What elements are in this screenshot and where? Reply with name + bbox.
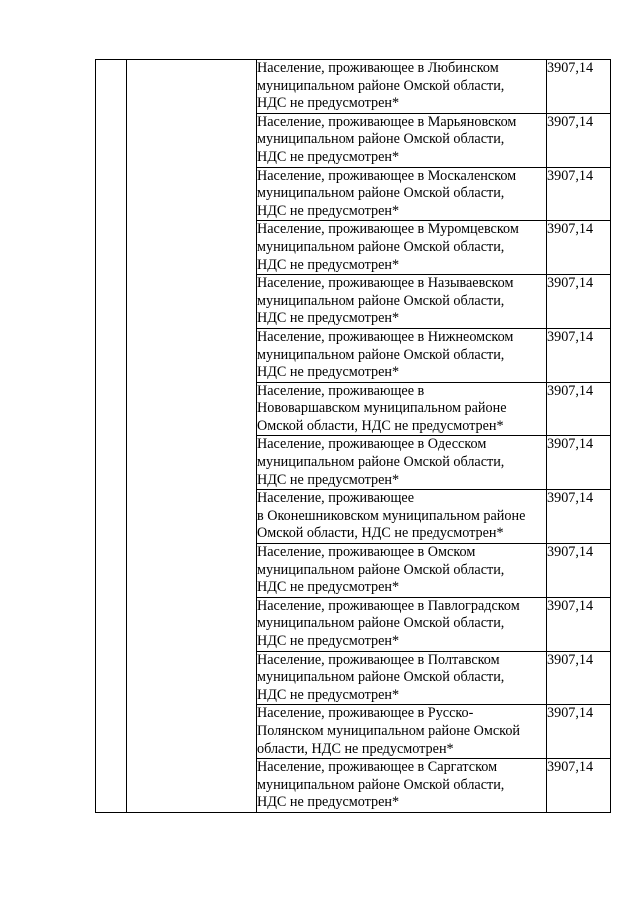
name-column-cell xyxy=(127,60,257,813)
description-line: НДС не предусмотрен* xyxy=(257,471,400,488)
consumer-description-cell xyxy=(257,113,547,167)
consumer-description-cell xyxy=(257,651,547,705)
description-line: НДС не предусмотрен* xyxy=(257,579,400,596)
description-line: Население, проживающее в Русско- xyxy=(257,705,474,722)
description-line: Население, проживающее в Нижнеомском xyxy=(257,328,514,345)
consumer-description-cell xyxy=(257,544,547,598)
description-line: области, НДС не предусмотрен* xyxy=(257,740,454,757)
index-column-cell xyxy=(96,60,127,813)
description-line: НДС не предусмотрен* xyxy=(257,148,400,165)
description-line: в Оконешниковском муниципальном районе xyxy=(257,507,526,524)
tariff-value-cell: 3907,14 xyxy=(547,705,611,759)
description-line: Население, проживающее xyxy=(257,490,415,507)
description-line: муниципальном районе Омской области, xyxy=(257,561,505,578)
description-line: НДС не предусмотрен* xyxy=(257,256,400,273)
description-line: муниципальном районе Омской области, xyxy=(257,77,505,94)
consumer-description-cell xyxy=(257,60,547,114)
tariff-value-cell: 3907,14 xyxy=(547,328,611,382)
description-line: Население, проживающее в Называевском xyxy=(257,275,514,292)
consumer-description-cell xyxy=(257,328,547,382)
tariff-value-cell: 3907,14 xyxy=(547,544,611,598)
tariff-value-cell: 3907,14 xyxy=(547,275,611,329)
consumer-description-cell xyxy=(257,167,547,221)
description-line: муниципальном районе Омской области, xyxy=(257,238,505,255)
description-line: муниципальном районе Омской области, xyxy=(257,185,505,202)
description-line: Население, проживающее в Любинском xyxy=(257,60,499,76)
tariff-table xyxy=(95,59,611,813)
description-line: Население, проживающее в Полтавском xyxy=(257,651,500,668)
description-line: муниципальном районе Омской области, xyxy=(257,131,505,148)
tariff-value-cell: 3907,14 xyxy=(547,651,611,705)
consumer-description-cell xyxy=(257,759,547,813)
description-line: Население, проживающее в Марьяновском xyxy=(257,113,517,130)
tariff-table-body xyxy=(96,60,611,813)
description-line: Население, проживающее в xyxy=(257,382,425,399)
description-line: муниципальном районе Омской области, xyxy=(257,776,505,793)
description-line: Омской области, НДС не предусмотрен* xyxy=(257,417,504,434)
description-line: Население, проживающее в Москаленском xyxy=(257,167,517,184)
description-line: муниципальном районе Омской области, xyxy=(257,346,505,363)
tariff-value-cell: 3907,14 xyxy=(547,759,611,813)
consumer-description-cell xyxy=(257,382,547,436)
consumer-description-cell xyxy=(257,275,547,329)
description-line: муниципальном районе Омской области, xyxy=(257,454,505,471)
tariff-value-cell: 3907,14 xyxy=(547,221,611,275)
description-line: Население, проживающее в Саргатском xyxy=(257,759,498,776)
description-line: НДС не предусмотрен* xyxy=(257,633,400,649)
description-line: Население, проживающее в Муромцевском xyxy=(257,221,519,238)
description-line: Население, проживающее в Одесском xyxy=(257,436,487,453)
description-line: Нововаршавском муниципальном районе xyxy=(257,400,507,417)
description-line: НДС не предусмотрен* xyxy=(257,686,400,703)
consumer-description-cell xyxy=(257,597,547,651)
tariff-value-cell: 3907,14 xyxy=(547,597,611,651)
description-line: муниципальном районе Омской области, xyxy=(257,292,505,309)
tariff-value-cell: 3907,14 xyxy=(547,436,611,490)
description-line: Полянском муниципальном районе Омской xyxy=(257,722,521,739)
tariff-value-cell: 3907,14 xyxy=(547,167,611,221)
tariff-value-cell: 3907,14 xyxy=(547,113,611,167)
description-line: НДС не предусмотрен* xyxy=(257,364,400,381)
description-line: муниципальном районе Омской области, xyxy=(257,615,505,632)
description-line: НДС не предусмотрен* xyxy=(257,794,400,811)
consumer-description-cell xyxy=(257,705,547,759)
description-line: Омской области, НДС не предусмотрен* xyxy=(257,525,504,542)
consumer-description-cell xyxy=(257,221,547,275)
description-line: НДС не предусмотрен* xyxy=(257,95,400,112)
description-line: муниципальном районе Омской области, xyxy=(257,669,505,686)
description-line: Население, проживающее в Омском xyxy=(257,544,476,561)
tariff-value-cell: 3907,14 xyxy=(547,382,611,436)
description-line: НДС не предусмотрен* xyxy=(257,202,400,219)
table-row xyxy=(96,60,611,114)
description-line: НДС не предусмотрен* xyxy=(257,310,400,327)
consumer-description-cell xyxy=(257,490,547,544)
tariff-value-cell: 3907,14 xyxy=(547,490,611,544)
description-line: Население, проживающее в Павлоградском xyxy=(257,597,520,614)
consumer-description-cell xyxy=(257,436,547,490)
tariff-value-cell: 3907,14 xyxy=(547,60,611,114)
